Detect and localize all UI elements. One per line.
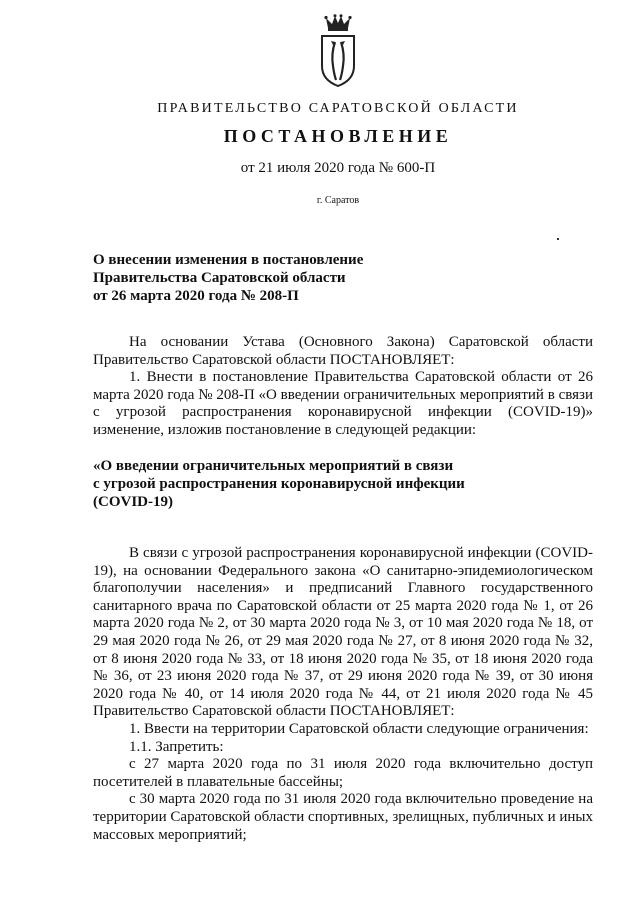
scan-speck [557,238,559,240]
new-title-line: с угрозой распространения коронавирусной инфекции [93,476,465,492]
organization-name: ПРАВИТЕЛЬСТВО САРАТОВСКОЙ ОБЛАСТИ [157,101,519,116]
main-paragraph: с 27 марта 2020 года по 31 июля 2020 года включительно доступ посетителей в плавательные бассейны; [93,756,593,790]
main-paragraph: 1.1. Запретить: [129,738,224,755]
new-title-line: (COVID-19) [93,494,173,510]
intro-paragraph: На основании Устава (Основного Закона) Саратовской области Правительство Саратовской области ПОСТАНОВЛЯЕТ: [93,334,593,368]
main-section [93,545,593,844]
intro-section [93,334,593,440]
main-paragraph: 1. Ввести на территории Саратовской области следующие ограничения: [129,720,589,737]
subject-line: от 26 марта 2020 года № 208-П [93,288,299,304]
document-subject [93,251,413,305]
document-type-title: ПОСТАНОВЛЕНИЕ [223,126,453,146]
document-city: г. Саратов [316,195,360,206]
intro-paragraph: 1. Внести в постановление Правительства Саратовской области от 26 марта 2020 года № 208-П «О введении ограничительных мероприятий в связи с угрозой распространения коронавирусной инфекции (COVID-19)» изменение, изложив постановление в следующей редакции: [93,369,593,438]
new-edition-title [93,457,473,511]
main-paragraph: с 30 марта 2020 года по 31 июля 2020 года включительно проведение на территории Саратовской области спортивных, зрелищных, публичных и иных массовых мероприятий; [93,791,593,843]
new-title-line: «О введении ограничительных мероприятий в связи [93,458,454,474]
main-paragraph: В связи с угрозой распространения коронавирусной инфекции (COVID-19), на основании Федерального закона «О санитарно-эпидемиологическом благополучии населения» и предписаний Главного государственного санитарного врача по Саратовской области от 25 марта 2020 года № 1, от 26 марта 2020 года № 2, от 30 марта 2020 года № 3, от 10 мая 2020 года № 18, от 29 мая 2020 года № 26, от 29 мая 2020 года № 27, от 8 июня 2020 года № 32, от 8 июня 2020 года № 33, от 18 июня 2020 года № 35, от 18 июня 2020 года № 36, от 23 июня 2020 года № 37, от 29 июня 2020 года № 39, от 30 июня 2020 года № 40, от 14 июля 2020 года № 44, от 21 июля 2020 года № 45 Правительство Саратовской области ПОСТАНОВЛЯЕТ: [93,545,593,720]
coat-of-arms-icon [316,14,360,88]
subject-line: О внесении изменения в постановление [93,252,364,268]
document-date-number: от 21 июля 2020 года № 600-П [240,160,436,176]
subject-line: Правительства Саратовской области [93,270,346,286]
